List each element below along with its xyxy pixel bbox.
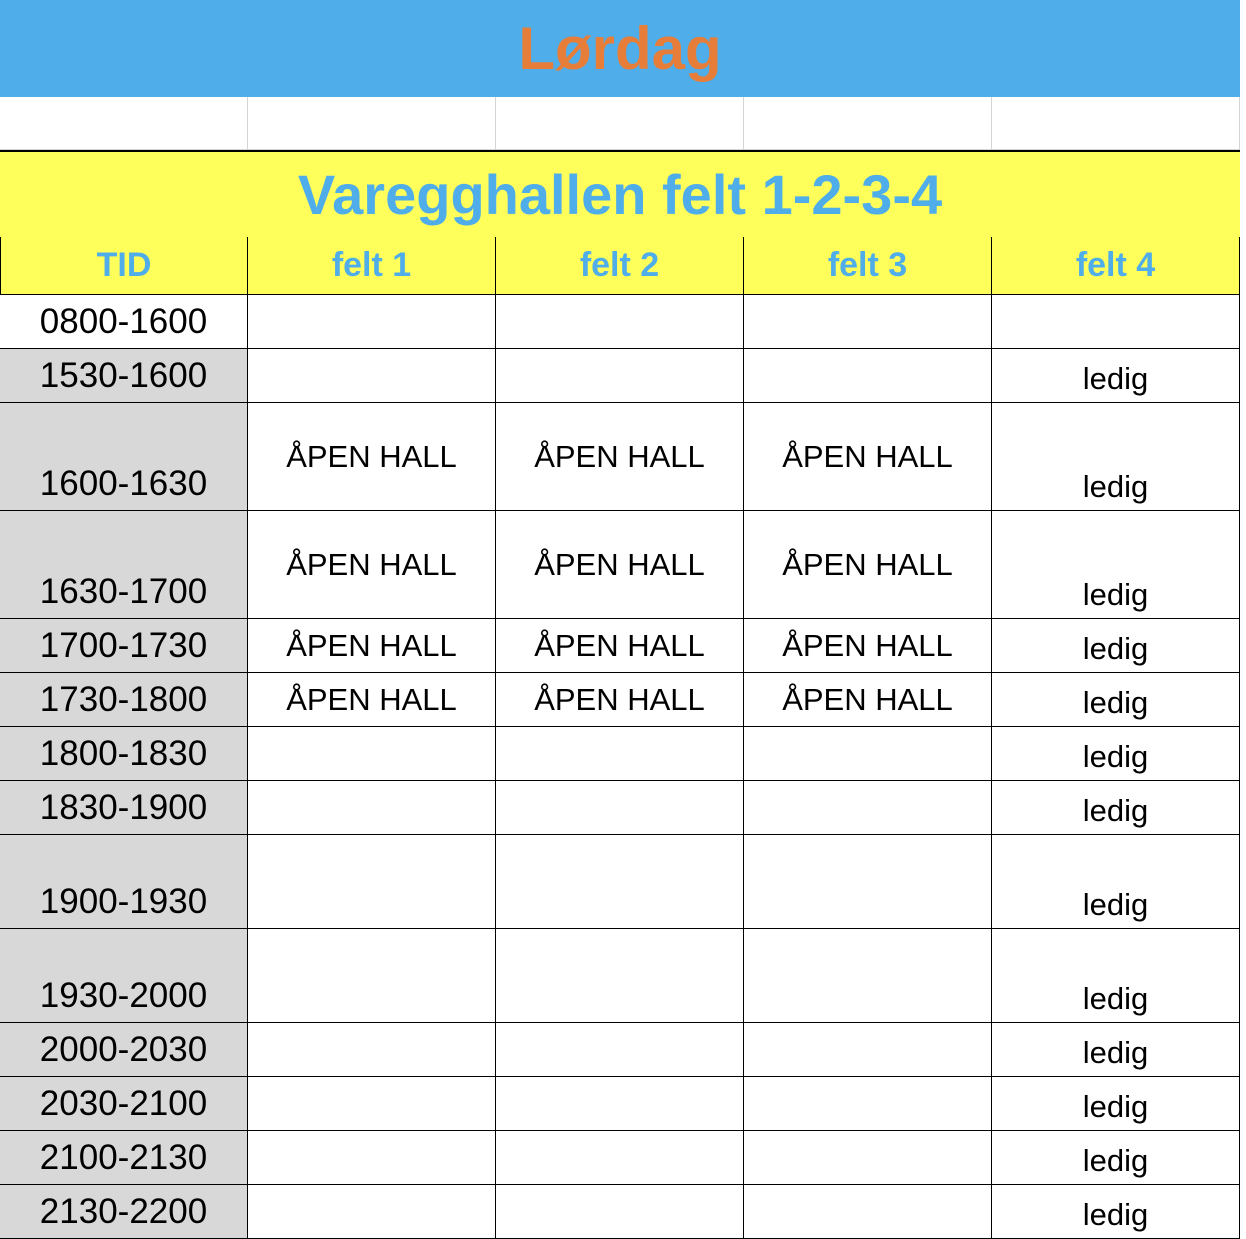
booking-cell[interactable] — [496, 1023, 744, 1077]
time-cell[interactable] — [0, 619, 248, 673]
status-label: ledig — [1082, 887, 1149, 922]
time-label: 0800-1600 — [39, 302, 208, 341]
day-title: Lørdag — [518, 14, 722, 82]
status-cell[interactable] — [992, 511, 1240, 619]
booking-cell[interactable] — [744, 619, 992, 673]
time-label: 2130-2200 — [39, 1192, 208, 1231]
time-label: 1830-1900 — [39, 788, 208, 827]
time-label: 1600-1630 — [39, 464, 208, 503]
booking-cell[interactable] — [744, 511, 992, 619]
status-cell[interactable] — [992, 727, 1240, 781]
booking-cell[interactable] — [248, 835, 496, 929]
booking-cell[interactable] — [496, 929, 744, 1023]
time-cell[interactable] — [0, 781, 248, 835]
status-label: ledig — [1082, 577, 1149, 612]
time-cell[interactable] — [0, 835, 248, 929]
time-label: 1630-1700 — [39, 572, 208, 611]
time-label: 1530-1600 — [39, 356, 208, 395]
column-header[interactable] — [0, 237, 248, 295]
booking-cell[interactable] — [496, 1131, 744, 1185]
booking-label: ÅPEN HALL — [286, 681, 457, 717]
time-cell[interactable] — [0, 727, 248, 781]
booking-cell[interactable] — [248, 1023, 496, 1077]
column-header[interactable] — [496, 237, 744, 295]
booking-label: ÅPEN HALL — [534, 681, 705, 717]
status-label: ledig — [1082, 469, 1149, 504]
status-cell[interactable] — [992, 619, 1240, 673]
column-header-label: felt 4 — [1075, 246, 1156, 284]
status-cell[interactable] — [992, 673, 1240, 727]
booking-cell[interactable] — [496, 673, 744, 727]
status-cell[interactable] — [992, 929, 1240, 1023]
booking-cell[interactable] — [744, 349, 992, 403]
booking-cell[interactable] — [248, 511, 496, 619]
booking-label: ÅPEN HALL — [534, 547, 705, 582]
booking-cell[interactable] — [496, 403, 744, 511]
time-label: 1730-1800 — [39, 680, 208, 719]
time-cell[interactable] — [0, 511, 248, 619]
time-cell[interactable] — [0, 1077, 248, 1131]
column-header[interactable] — [992, 237, 1240, 295]
column-header-label: felt 2 — [579, 246, 660, 284]
status-cell[interactable] — [992, 835, 1240, 929]
status-cell[interactable] — [992, 1131, 1240, 1185]
time-cell[interactable] — [0, 403, 248, 511]
status-cell[interactable] — [992, 1185, 1240, 1239]
booking-label: ÅPEN HALL — [286, 547, 457, 582]
booking-label: ÅPEN HALL — [534, 439, 705, 474]
booking-cell[interactable] — [496, 349, 744, 403]
booking-cell[interactable] — [744, 1185, 992, 1239]
booking-cell[interactable] — [496, 835, 744, 929]
booking-cell[interactable] — [496, 1077, 744, 1131]
status-label: ledig — [1082, 631, 1149, 666]
booking-cell[interactable] — [744, 1023, 992, 1077]
time-cell[interactable] — [0, 1023, 248, 1077]
status-label: ledig — [1082, 793, 1149, 828]
booking-cell[interactable] — [496, 781, 744, 835]
booking-cell[interactable] — [744, 295, 992, 349]
booking-cell[interactable] — [496, 511, 744, 619]
status-label: ledig — [1082, 1089, 1149, 1124]
status-label: ledig — [1082, 981, 1149, 1016]
status-cell[interactable] — [992, 1023, 1240, 1077]
status-cell[interactable] — [992, 349, 1240, 403]
blank-cell[interactable] — [0, 97, 248, 150]
time-label: 1900-1930 — [39, 882, 208, 921]
booking-cell[interactable] — [496, 727, 744, 781]
booking-cell[interactable] — [744, 1077, 992, 1131]
booking-cell[interactable] — [744, 403, 992, 511]
blank-cell[interactable] — [248, 97, 496, 150]
booking-cell[interactable] — [744, 727, 992, 781]
booking-cell[interactable] — [248, 727, 496, 781]
booking-label: ÅPEN HALL — [286, 439, 457, 474]
booking-cell[interactable] — [248, 1185, 496, 1239]
booking-cell[interactable] — [248, 1131, 496, 1185]
booking-cell[interactable] — [248, 929, 496, 1023]
booking-cell[interactable] — [744, 1131, 992, 1185]
time-label: 1700-1730 — [39, 626, 208, 665]
time-label: 2100-2130 — [39, 1138, 208, 1177]
time-label: 1930-2000 — [39, 976, 208, 1015]
time-cell[interactable] — [0, 929, 248, 1023]
column-header[interactable] — [744, 237, 992, 295]
time-label: 1800-1830 — [39, 734, 208, 773]
column-header[interactable] — [248, 237, 496, 295]
column-header-label: felt 3 — [827, 246, 908, 284]
status-cell[interactable] — [992, 781, 1240, 835]
booking-cell[interactable] — [496, 619, 744, 673]
booking-label: ÅPEN HALL — [782, 547, 953, 582]
blank-cell[interactable] — [744, 97, 992, 150]
status-label: ledig — [1082, 1143, 1149, 1178]
booking-cell[interactable] — [248, 349, 496, 403]
status-cell[interactable] — [992, 403, 1240, 511]
booking-label: ÅPEN HALL — [534, 627, 705, 663]
time-label: 2030-2100 — [39, 1084, 208, 1123]
booking-cell[interactable] — [248, 619, 496, 673]
status-label: ledig — [1082, 1197, 1149, 1232]
booking-label: ÅPEN HALL — [782, 627, 953, 663]
venue-banner — [0, 150, 1240, 238]
booking-cell[interactable] — [496, 1185, 744, 1239]
booking-label: ÅPEN HALL — [286, 627, 457, 663]
status-label: ledig — [1082, 1035, 1149, 1070]
booking-cell[interactable] — [744, 673, 992, 727]
booking-cell[interactable] — [744, 781, 992, 835]
time-cell[interactable] — [0, 295, 248, 349]
time-cell[interactable] — [0, 1185, 248, 1239]
booking-cell[interactable] — [248, 403, 496, 511]
time-cell[interactable] — [0, 1131, 248, 1185]
day-banner — [0, 0, 1240, 97]
time-cell[interactable] — [0, 673, 248, 727]
status-cell[interactable] — [992, 1077, 1240, 1131]
status-label: ledig — [1082, 361, 1149, 396]
column-header-label: felt 1 — [331, 246, 412, 284]
blank-cell[interactable] — [992, 97, 1240, 150]
status-cell[interactable] — [992, 295, 1240, 349]
booking-cell[interactable] — [248, 295, 496, 349]
booking-cell[interactable] — [744, 929, 992, 1023]
status-label: ledig — [1082, 739, 1149, 774]
booking-cell[interactable] — [248, 673, 496, 727]
booking-cell[interactable] — [496, 295, 744, 349]
time-cell[interactable] — [0, 349, 248, 403]
booking-cell[interactable] — [744, 835, 992, 929]
status-label: ledig — [1082, 685, 1149, 720]
booking-label: ÅPEN HALL — [782, 439, 953, 474]
venue-title: Varegghallen felt 1-2-3-4 — [297, 162, 943, 226]
booking-label: ÅPEN HALL — [782, 681, 953, 717]
time-label: 2000-2030 — [39, 1030, 208, 1069]
column-header-label: TID — [96, 246, 152, 284]
booking-cell[interactable] — [248, 781, 496, 835]
blank-cell[interactable] — [496, 97, 744, 150]
booking-cell[interactable] — [248, 1077, 496, 1131]
